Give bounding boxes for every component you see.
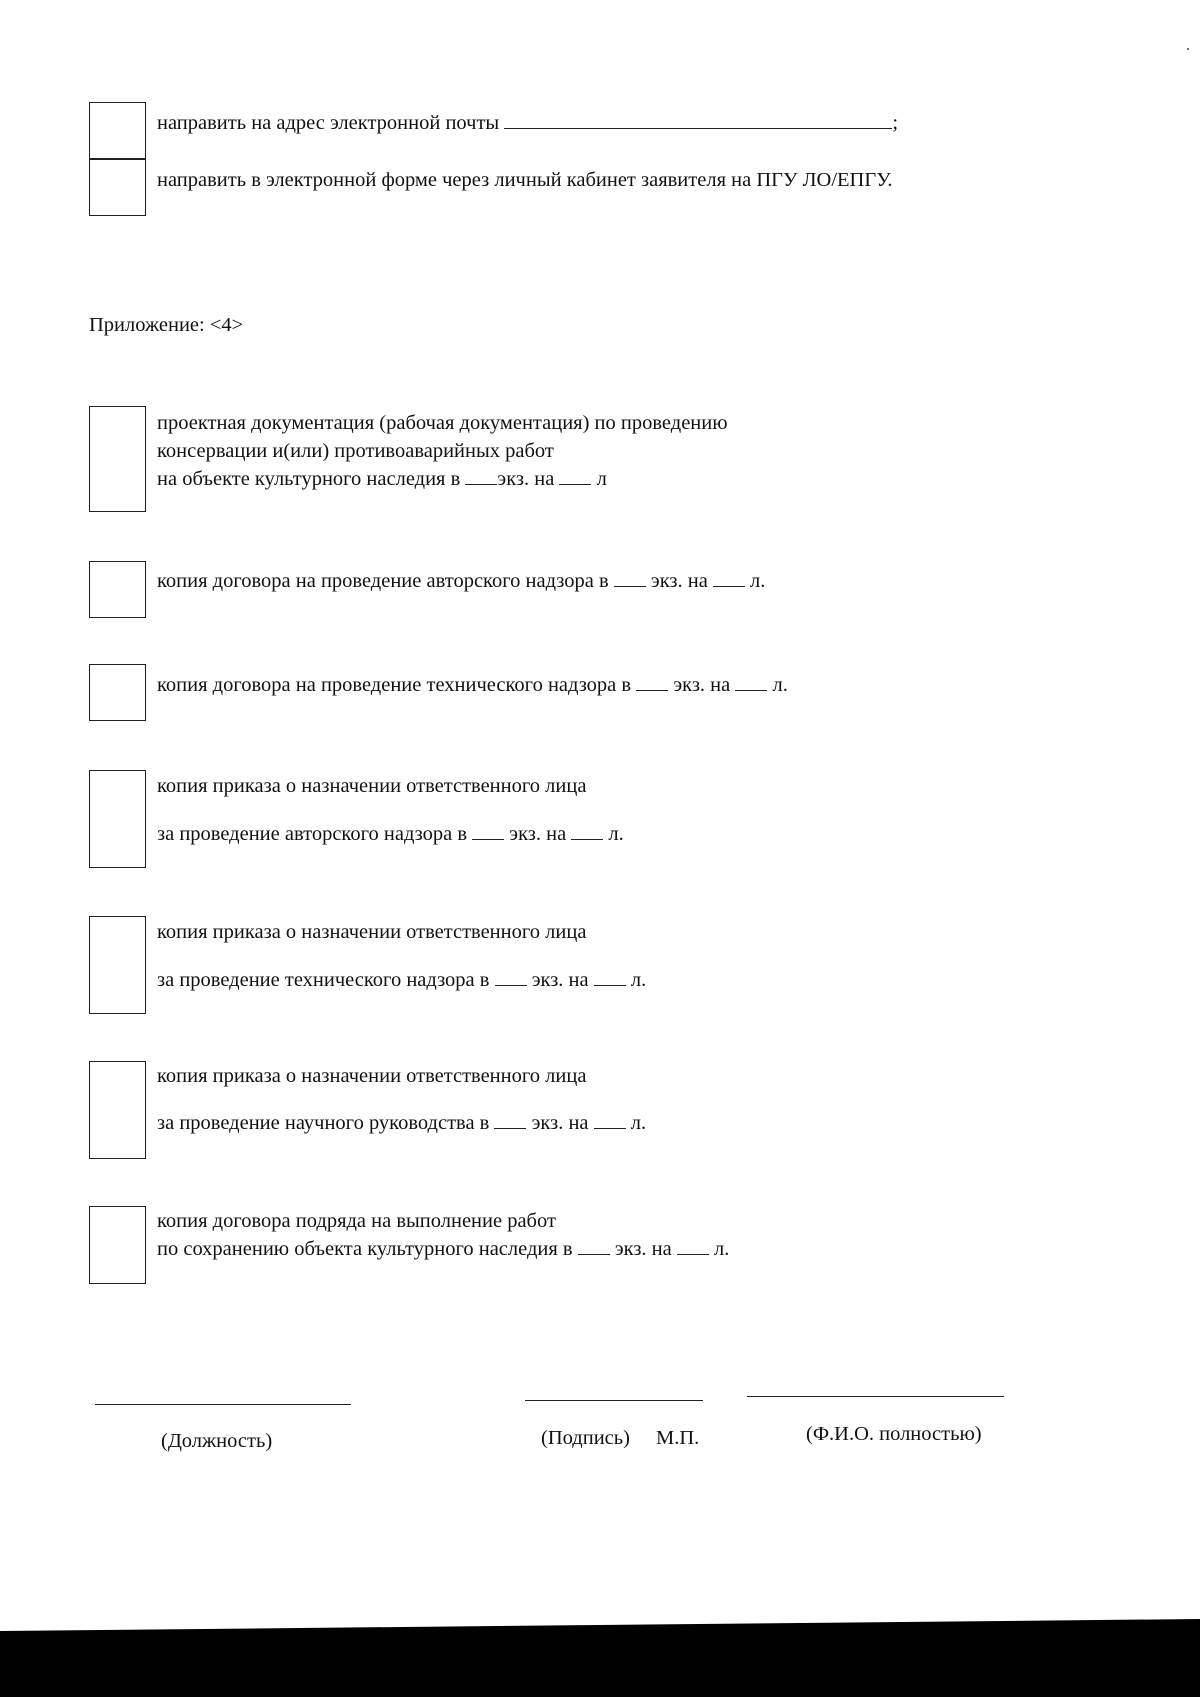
sheets-field[interactable] (571, 822, 603, 840)
scan-border (0, 1619, 1200, 1697)
appendix-item-1 (157, 409, 728, 493)
copies-field[interactable] (495, 968, 527, 986)
appendix-item-6 (157, 1062, 646, 1137)
position-label: (Должность) (161, 1430, 273, 1452)
sheets-field[interactable] (735, 673, 767, 691)
appendix-item-6-text: за проведение научного руководства в (157, 1112, 490, 1134)
sheets-unit: л. (630, 969, 647, 991)
appendix-item-7-checkbox[interactable] (89, 1206, 146, 1284)
signature-line[interactable] (525, 1400, 703, 1401)
full-name-label: (Ф.И.О. полностью) (806, 1423, 982, 1445)
copies-field[interactable] (614, 569, 646, 587)
signature-label: (Подпись) (541, 1427, 630, 1449)
appendix-item-4-checkbox[interactable] (89, 770, 146, 868)
scan-speck (1187, 48, 1189, 50)
copies-unit: экз. на (497, 468, 555, 490)
cabinet-option-label: направить в электронной форме через личный кабинет заявителя на ПГУ ЛО/ЕПГУ. (157, 169, 893, 191)
appendix-item-3-checkbox[interactable] (89, 664, 146, 721)
appendix-item-5 (157, 918, 646, 994)
sheets-field[interactable] (559, 467, 591, 485)
sheets-field[interactable] (594, 968, 626, 986)
email-option-label: направить на адрес электронной почты (157, 112, 500, 134)
copies-unit: экз. на (614, 1238, 672, 1260)
appendix-item-6-line1: копия приказа о назначении ответственного лица (157, 1065, 587, 1087)
copies-field[interactable] (465, 467, 497, 485)
copies-field[interactable] (472, 822, 504, 840)
sheets-field[interactable] (677, 1237, 709, 1255)
email-suffix: ; (892, 112, 899, 134)
appendix-item-7 (157, 1207, 729, 1263)
appendix-item-2 (157, 567, 765, 595)
sheets-unit: л. (608, 823, 624, 845)
appendix-item-1-line3 (157, 465, 728, 493)
email-checkbox[interactable] (89, 102, 146, 160)
appendix-item-1-line1: проектная документация (рабочая документация) по проведению (157, 412, 728, 434)
sheets-unit: л. (772, 674, 788, 696)
sheets-unit: л. (714, 1238, 730, 1260)
appendix-item-4 (157, 772, 624, 848)
appendix-item-3-text: копия договора на проведение технического надзора в (157, 674, 632, 696)
appendix-item-5-line1: копия приказа о назначении ответственного лица (157, 921, 587, 943)
appendix-item-3 (157, 671, 788, 699)
appendix-item-2-text: копия договора на проведение авторского надзора в (157, 570, 609, 592)
appendix-item-6-checkbox[interactable] (89, 1061, 146, 1159)
appendix-item-4-line1: копия приказа о назначении ответственного лица (157, 775, 587, 797)
appendix-heading: Приложение: <4> (89, 314, 244, 336)
seal-label: М.П. (656, 1427, 700, 1449)
cabinet-checkbox[interactable] (89, 158, 146, 216)
copies-field[interactable] (636, 673, 668, 691)
sheets-field[interactable] (594, 1111, 626, 1129)
appendix-item-2-checkbox[interactable] (89, 561, 146, 618)
appendix-item-5-checkbox[interactable] (89, 916, 146, 1014)
appendix-item-4-line2 (157, 820, 624, 848)
appendix-item-1-text: на объекте культурного наследия в (157, 468, 461, 490)
copies-unit: экз. на (531, 1112, 589, 1134)
appendix-item-1-checkbox[interactable] (89, 406, 146, 512)
copies-unit: экз. на (531, 969, 589, 991)
sheets-unit: л (596, 468, 607, 490)
appendix-item-5-line2 (157, 966, 646, 994)
appendix-item-4-text: за проведение авторского надзора в (157, 823, 468, 845)
position-line[interactable] (95, 1404, 351, 1405)
full-name-line[interactable] (747, 1396, 1004, 1397)
copies-field[interactable] (494, 1111, 526, 1129)
sheets-unit: л. (630, 1112, 647, 1134)
copies-unit: экз. на (650, 570, 708, 592)
appendix-item-7-text: по сохранению объекта культурного наследия в (157, 1238, 573, 1260)
email-address-field[interactable] (504, 111, 892, 129)
appendix-item-7-line2 (157, 1235, 729, 1263)
appendix-item-7-line1: копия договора подряда на выполнение работ (157, 1210, 556, 1232)
copies-unit: экз. на (509, 823, 567, 845)
copies-field[interactable] (578, 1237, 610, 1255)
appendix-item-1-line2: консервации и(или) противоаварийных работ (157, 440, 554, 462)
appendix-item-6-line2 (157, 1109, 646, 1137)
sheets-field[interactable] (713, 569, 745, 587)
email-option (157, 109, 898, 137)
copies-unit: экз. на (673, 674, 731, 696)
sheets-unit: л. (750, 570, 766, 592)
appendix-item-5-text: за проведение технического надзора в (157, 969, 490, 991)
